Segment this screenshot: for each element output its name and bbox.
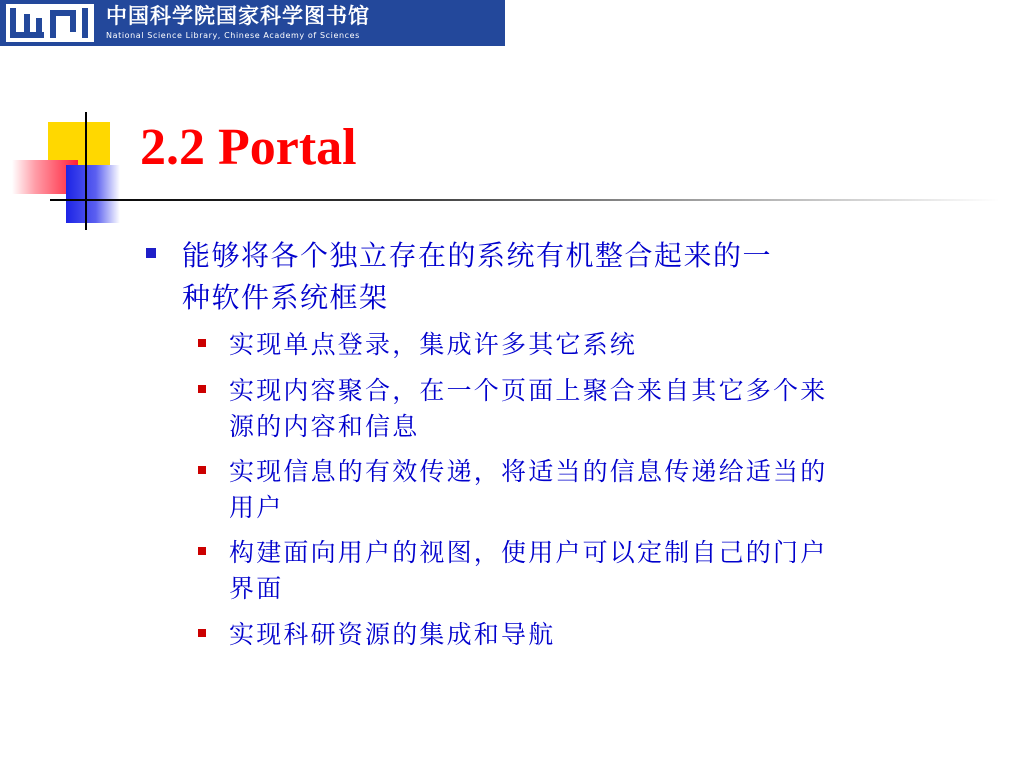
sub-bullet-text: 实现科研资源的集成和导航 — [229, 620, 556, 649]
sub-bullet-text: 实现信息的有效传递，将适当的信息传递给适当的 用户 — [229, 457, 828, 522]
bullet-square-icon — [198, 339, 206, 347]
sub-bullet-text: 实现单点登录，集成许多其它系统 — [229, 330, 638, 359]
bullet-main-text: 能够将各个独立存在的系统有机整合起来的一 种软件系统框架 — [182, 239, 773, 314]
library-name-english: National Science Library, Chinese Academy of Sciences — [106, 31, 360, 40]
bullet-square-icon — [198, 547, 206, 555]
logo-banner — [0, 0, 505, 46]
decoration-blue-square — [66, 165, 120, 223]
bullet-square-icon — [198, 466, 206, 474]
decoration-vertical-line — [85, 112, 87, 230]
slide-title: 2.2 Portal — [140, 119, 357, 176]
bullet-square-icon — [198, 385, 206, 393]
bullet-square-icon — [146, 248, 156, 258]
sub-bullet-text: 构建面向用户的视图，使用户可以定制自己的门户 界面 — [229, 538, 828, 603]
title-underline — [50, 199, 1000, 201]
library-logo-icon — [6, 4, 94, 42]
library-name-chinese: 中国科学院国家科学图书馆 — [106, 3, 370, 28]
bullet-square-icon — [198, 629, 206, 637]
sub-bullet-text: 实现内容聚合，在一个页面上聚合来自其它多个来 源的内容和信息 — [229, 376, 828, 441]
